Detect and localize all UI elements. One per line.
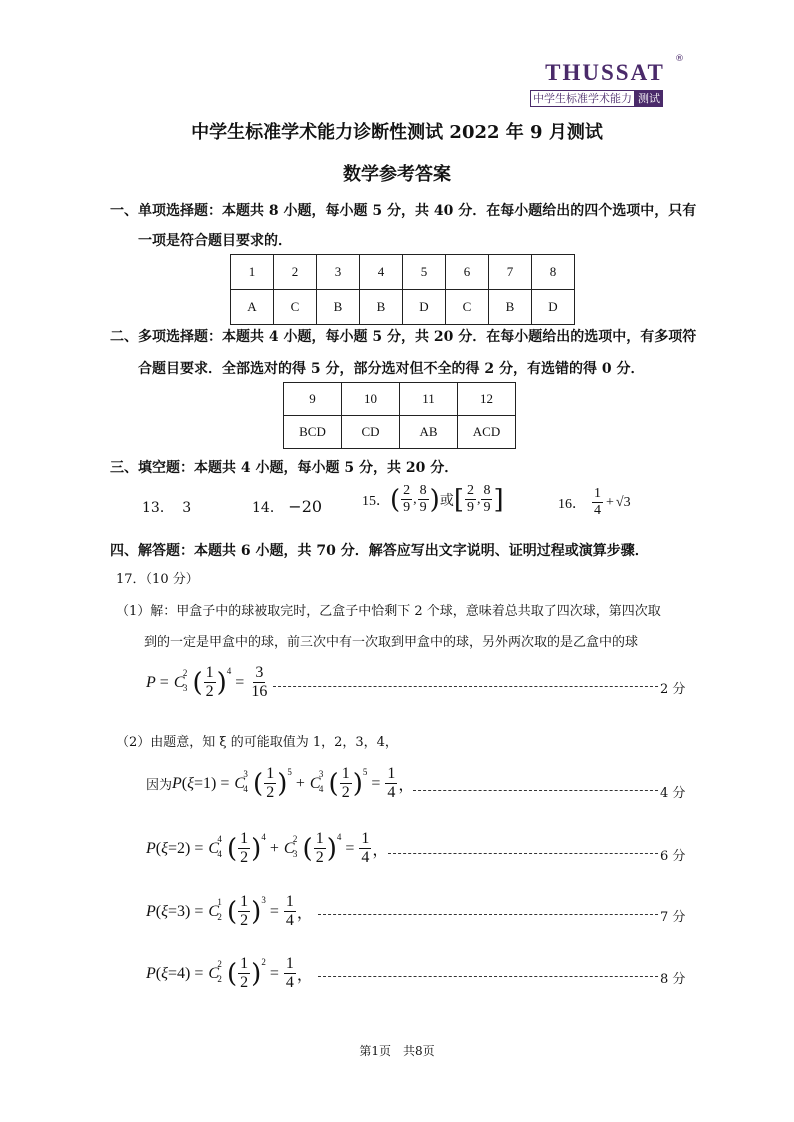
answer-cell: AB	[400, 416, 458, 449]
question-number: 10	[342, 383, 400, 416]
answer-cell: A	[231, 290, 274, 325]
answer-cell: D	[532, 290, 575, 325]
question-number: 4	[360, 255, 403, 290]
answer-cell: C	[446, 290, 489, 325]
question-number: 11	[400, 383, 458, 416]
fraction: $\frac{2}{9}$	[466, 483, 474, 516]
answer-cell: B	[317, 290, 360, 325]
answer-row	[284, 416, 516, 449]
question-label: 14．	[252, 500, 284, 516]
or-text: 或	[439, 493, 454, 509]
answer-value: −20	[288, 497, 323, 516]
multiple-choice-answer-table	[283, 382, 516, 449]
thussat-logo	[530, 54, 684, 108]
page-number-footer: 第1页 共8页	[359, 1044, 435, 1058]
dotted-leader	[318, 914, 658, 915]
single-choice-answer-table	[230, 254, 575, 325]
question-number: 7	[489, 255, 532, 290]
score-8: 8 分	[660, 972, 686, 987]
close-paren: )	[429, 484, 440, 515]
question-number: 3	[317, 255, 360, 290]
logo-subtitle-bar	[530, 90, 680, 107]
fill-answer-14	[252, 497, 322, 517]
question-number: 12	[458, 383, 516, 416]
fill-answer-15: 15． ( $\frac{2}{9}$ , $\frac{8}{9}$ ) 或 [ $\frac{2}{9}$ , $\frac{8}{9}$ ]	[362, 483, 504, 516]
fill-answer-16	[558, 486, 631, 519]
section2-heading-line1: 二、多项选择题：本题共 4 小题，每小题 5 分，共 20 分．在每小题给出的选项中，有多项符	[110, 329, 697, 345]
question-number: 1	[231, 255, 274, 290]
section1-heading-line2: 一项是符合题目要求的．	[138, 233, 292, 249]
equation-1: P = C 2 3 ( $\frac{1}{2}$ ) 4 = $\frac{3}{16}$	[146, 664, 268, 701]
question-number: 8	[532, 255, 575, 290]
question-number: 2	[274, 255, 317, 290]
question-label: 16．	[558, 496, 586, 512]
dotted-leader	[413, 790, 658, 791]
page-subtitle: 数学参考答案	[343, 164, 451, 185]
section2-heading-line2: 合题目要求．全部选对的得 5 分，部分选对但不全的得 2 分，有选错的得 0 分．	[138, 361, 645, 377]
answer-cell: ACD	[458, 416, 516, 449]
dotted-leader	[388, 853, 658, 854]
plus-sign: +	[606, 494, 614, 510]
part1-line1: （1）解：甲盒子中的球被取完时，乙盒子中恰剩下 2 个球，意味着总共取了四次球，第四次取	[116, 604, 661, 619]
question-label: 15．	[362, 493, 390, 509]
answer-row	[231, 290, 575, 325]
dotted-leader	[318, 976, 658, 977]
sqrt-three: √3	[615, 494, 631, 510]
score-7: 7 分	[660, 910, 686, 925]
question-number-row	[231, 255, 575, 290]
fraction: $\frac{8}{9}$	[419, 483, 427, 516]
logo-tag: 测试	[635, 90, 663, 107]
page-title: 中学生标准学术能力诊断性测试 2022 年 9 月测试	[191, 122, 603, 143]
equation-5: P ( ξ =4) = C 2 2 ( $\frac{1}{2}$ ) 2 = $\frac{1}{4}$ ，	[146, 955, 313, 992]
q17-label: 17．（10 分）	[116, 572, 199, 587]
section3-heading: 三、填空题：本题共 4 小题，每小题 5 分，共 20 分．	[110, 460, 459, 476]
part1-line2: 到的一定是甲盒中的球，前三次中有一次取到甲盒中的球，另外两次取的是乙盒中的球	[144, 635, 639, 650]
close-bracket: ]	[493, 484, 504, 515]
part2-line: （2）由题意，知 ξ 的可能取值为 1，2，3，4，	[116, 735, 398, 750]
fraction: $\frac{8}{9}$	[483, 483, 491, 516]
answer-cell: C	[274, 290, 317, 325]
logo-subtitle: 中学生标准学术能力	[530, 90, 635, 107]
open-paren: (	[390, 484, 401, 515]
answer-cell: CD	[342, 416, 400, 449]
answer-cell: B	[489, 290, 532, 325]
fill-answer-13	[142, 497, 191, 517]
fraction: $\frac{2}{9}$	[403, 483, 411, 516]
section4-heading: 四、解答题：本题共 6 小题，共 70 分．解答应写出文字说明、证明过程或演算步骤．	[110, 543, 649, 559]
answer-value: 3	[182, 500, 192, 516]
equation-3: P ( ξ =2) = C 4 4 ( $\frac{1}{2}$ ) 4 + C 2 3 ( $\frac{1}{2}$ ) 4 = $\frac{1}{4}$ ，	[146, 830, 389, 867]
question-number: 5	[403, 255, 446, 290]
question-number-row	[284, 383, 516, 416]
score-2: 2 分	[660, 682, 686, 697]
score-6: 6 分	[660, 849, 686, 864]
answer-cell: BCD	[284, 416, 342, 449]
section1-heading-line1: 一、单项选择题：本题共 8 小题，每小题 5 分，共 40 分．在每小题给出的四个选项中，只有	[110, 203, 697, 219]
score-4: 4 分	[660, 786, 686, 801]
answer-cell: D	[403, 290, 446, 325]
question-number: 9	[284, 383, 342, 416]
question-label: 13．	[142, 500, 174, 516]
question-number: 6	[446, 255, 489, 290]
answer-cell: B	[360, 290, 403, 325]
registered-mark: ®	[675, 54, 684, 64]
fraction: $\frac{1}{4}$	[594, 486, 601, 519]
equation-2: 因为 P ( ξ =1) = C 3 4 ( $\frac{1}{2}$ ) 5 + C 3 4 ( $\frac{1}{2}$ ) 5 = $\frac{1}{4}$ ，	[146, 765, 415, 802]
equation-4: P ( ξ =3) = C 1 2 ( $\frac{1}{2}$ ) 3 = $\frac{1}{4}$ ，	[146, 893, 313, 930]
open-bracket: [	[453, 484, 464, 515]
dotted-leader	[273, 686, 658, 687]
logo-wordmark: THUSSAT	[545, 60, 665, 85]
